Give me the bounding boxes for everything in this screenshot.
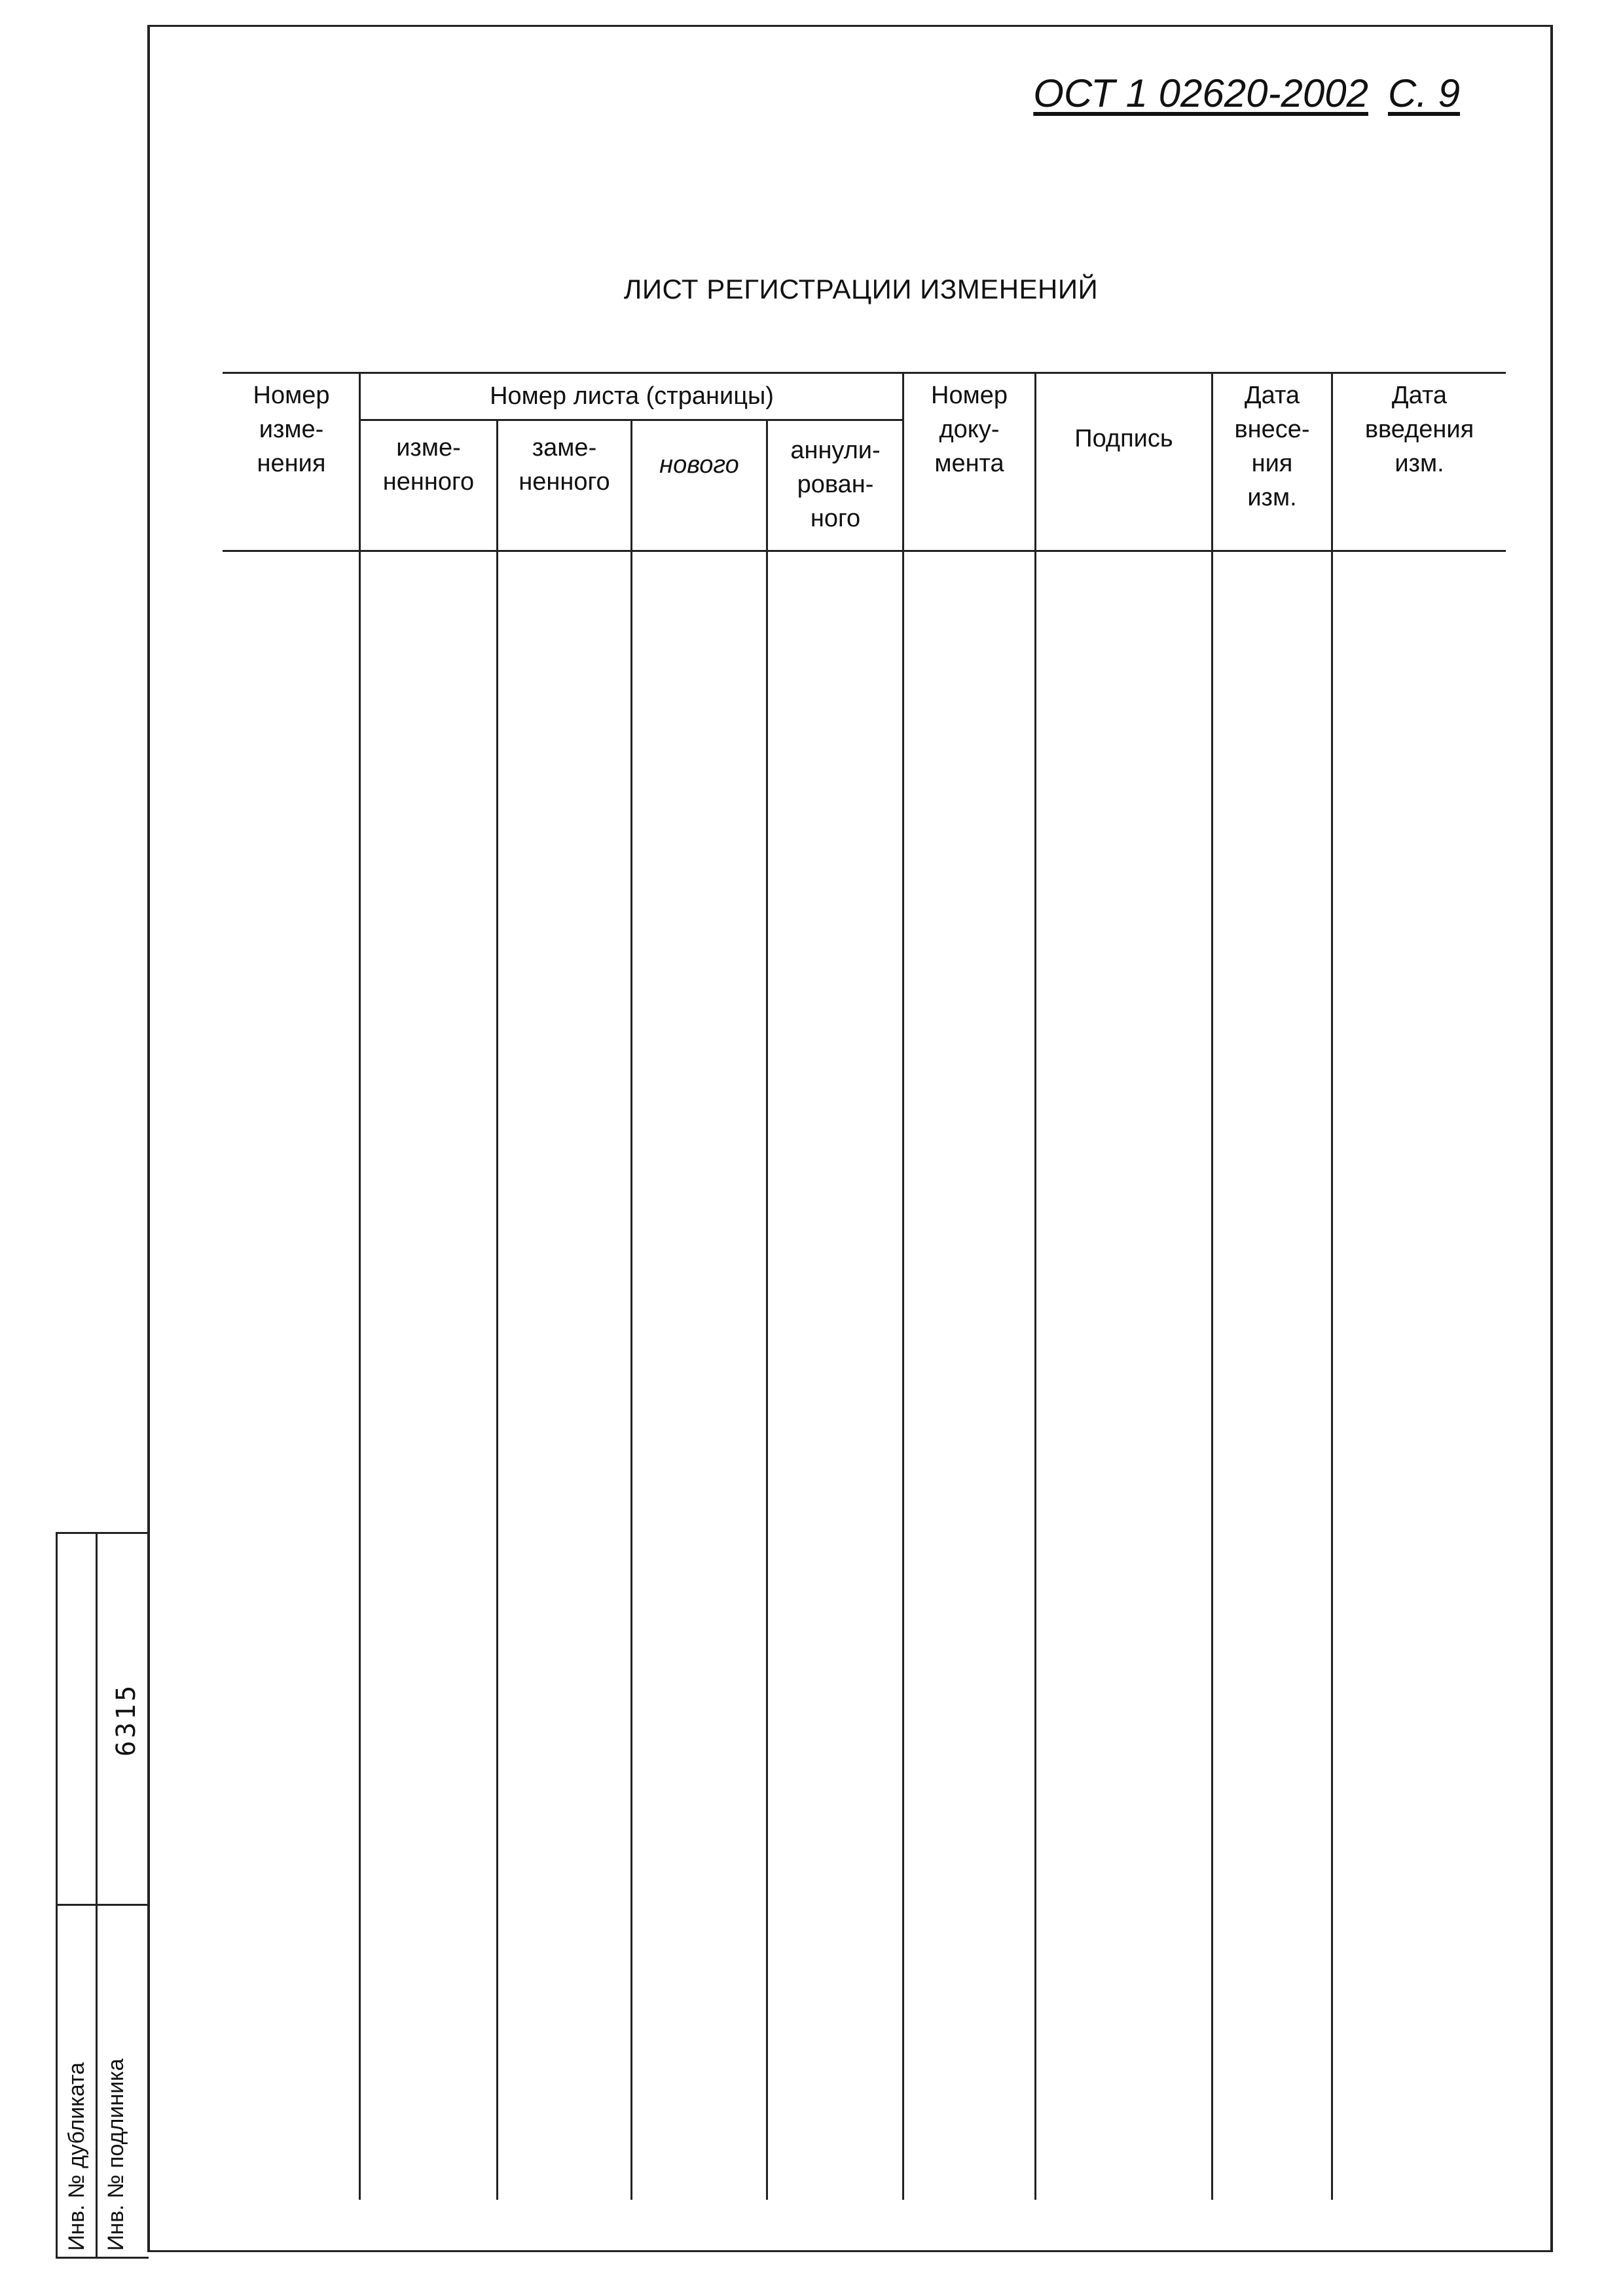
col-divider-2 (496, 419, 498, 2200)
stamp-divider-horizontal (58, 1904, 149, 1906)
col-divider-1 (359, 372, 361, 2200)
page-title: ЛИСТ РЕГИСТРАЦИИ ИЗМЕНЕНИЙ (623, 274, 1099, 304)
stamp-original-label: Инв. № подлиника (103, 2058, 128, 2251)
header-new: нового (659, 451, 739, 479)
stamp-divider-vertical (96, 1534, 98, 2257)
document-header (1008, 71, 1460, 116)
document-code: ОСТ 1 02620-2002 (1033, 71, 1368, 115)
stamp-duplicate-label: Инв. № дубликата (64, 2062, 89, 2251)
header-signature: Подпись (1074, 425, 1173, 452)
header-document-number: Номер доку- мента (931, 382, 1008, 477)
header-bottom-rule (223, 550, 1506, 552)
header-intro-date: Дата введения изм. (1364, 382, 1474, 477)
header-changed: изме- ненного (382, 434, 475, 496)
col-divider-5 (902, 372, 904, 2200)
header-replaced: заме- ненного (519, 434, 610, 496)
col-divider-3 (630, 419, 632, 2200)
header-change-number: Номер изме- нения (253, 382, 330, 477)
header-sheet-number-group: Номер листа (страницы) (490, 382, 774, 410)
col-divider-6 (1034, 372, 1036, 2200)
page-number: С. 9 (1387, 71, 1460, 115)
inventory-stamp (56, 1532, 149, 2259)
stamp-original-value: 6315 (111, 1683, 141, 1757)
col-divider-7 (1211, 372, 1213, 2200)
col-divider-4 (766, 419, 768, 2200)
col-divider-8 (1331, 372, 1333, 2200)
table-top-rule (223, 372, 1506, 374)
header-entry-date: Дата внесе- ния изм. (1234, 382, 1310, 511)
header-annulled: аннули- рован- ного (790, 437, 881, 532)
